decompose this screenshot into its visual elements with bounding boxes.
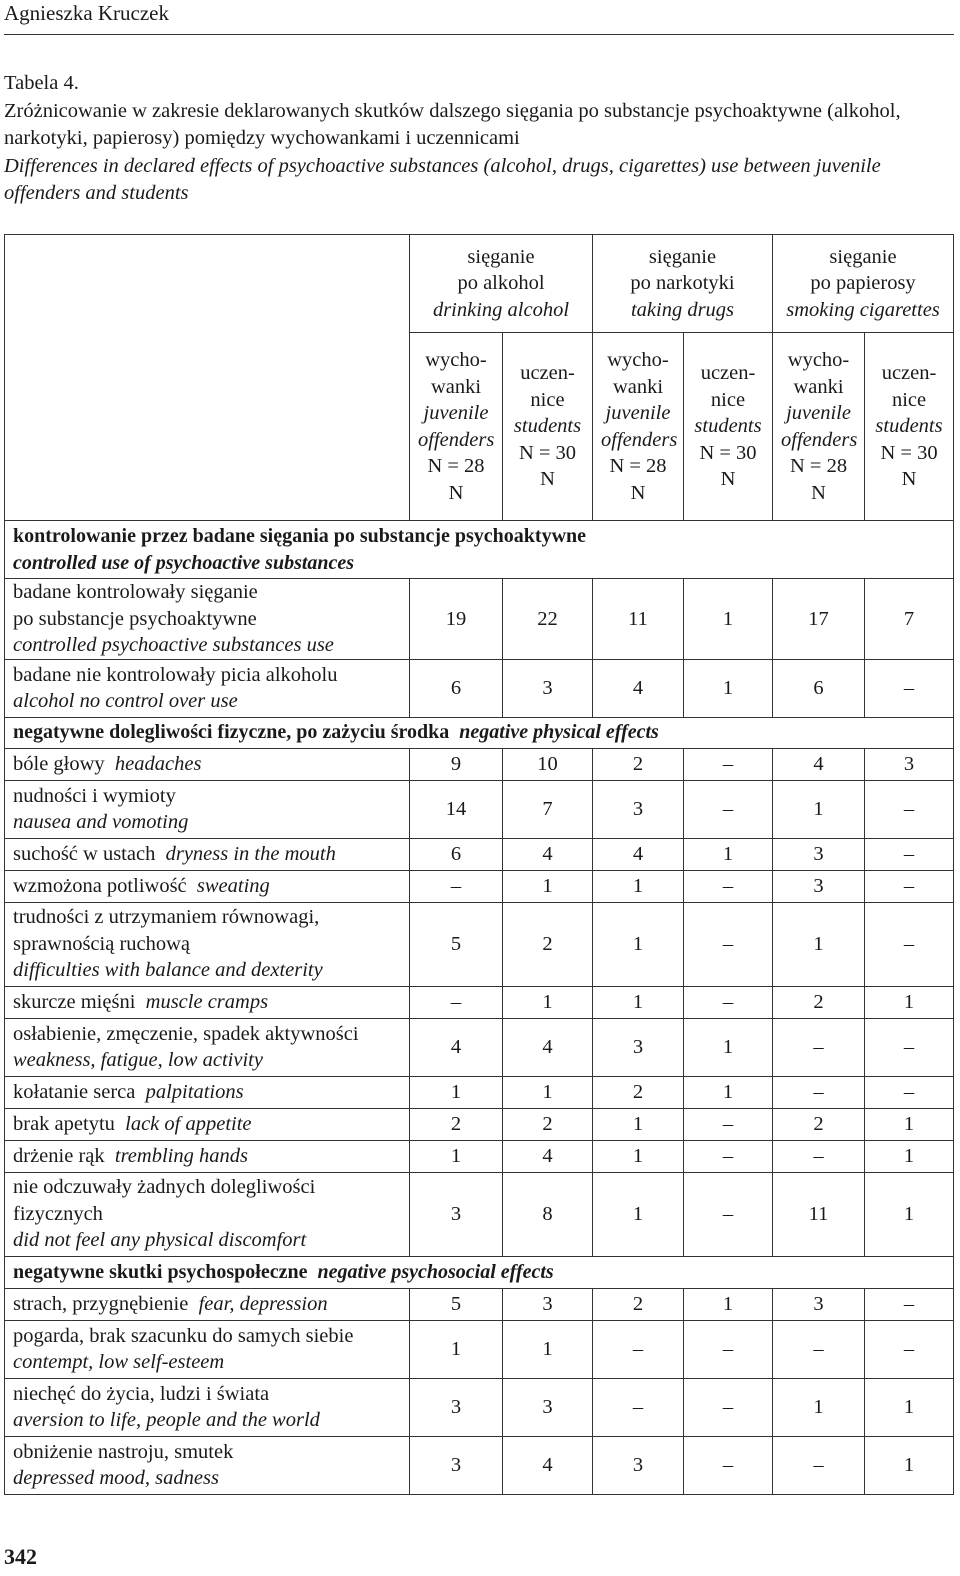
cell-value: – xyxy=(684,870,773,902)
row-label-en: alcohol no control over use xyxy=(13,690,238,712)
row-label xyxy=(5,870,410,902)
table-row xyxy=(5,1288,954,1320)
cell-value: – xyxy=(865,838,954,870)
cell-value: 1 xyxy=(773,1378,865,1436)
cell-value: 3 xyxy=(410,1172,503,1256)
row-label xyxy=(5,1140,410,1172)
cell-value: – xyxy=(410,870,503,902)
cell-value: – xyxy=(865,1320,954,1378)
cell-value: 6 xyxy=(410,659,503,717)
cell-value: 1 xyxy=(684,1288,773,1320)
section-title xyxy=(5,1256,954,1288)
cell-value: – xyxy=(684,1378,773,1436)
cell-value: 2 xyxy=(593,1076,684,1108)
cell-value: 1 xyxy=(410,1076,503,1108)
row-label-pl: nie odczuwały żadnych dolegliwości xyxy=(13,1176,316,1199)
cell-value: 1 xyxy=(503,1320,593,1378)
cell-value: 1 xyxy=(684,1018,773,1076)
cell-value: 1 xyxy=(593,870,684,902)
table-caption xyxy=(4,70,954,208)
cell-value: 1 xyxy=(684,579,773,660)
cell-value: 1 xyxy=(865,1140,954,1172)
row-label-en: fear, depression xyxy=(198,1292,328,1315)
row-label xyxy=(5,780,410,838)
cell-value: 1 xyxy=(503,870,593,902)
row-label-en: weakness, fatigue, low activity xyxy=(13,1049,263,1071)
table-row xyxy=(5,1172,954,1256)
row-label-pl: suchość w ustach xyxy=(13,842,156,865)
cell-value: – xyxy=(773,1320,865,1378)
cell-value: 4 xyxy=(503,838,593,870)
row-label-pl: sprawnością ruchową xyxy=(13,932,191,955)
row-label-pl: badane kontrolowały sięganie xyxy=(13,581,258,603)
row-label-pl: brak apetytu xyxy=(13,1112,115,1135)
empty-corner-cell xyxy=(5,235,410,521)
table-row xyxy=(5,780,954,838)
cell-value: – xyxy=(684,1108,773,1140)
row-label xyxy=(5,902,410,986)
cell-value: 2 xyxy=(410,1108,503,1140)
row-label-pl: drżenie rąk xyxy=(13,1144,105,1167)
cell-value: 1 xyxy=(865,1378,954,1436)
cell-value: – xyxy=(773,1436,865,1494)
cell-value: 9 xyxy=(410,748,503,780)
section-header-row xyxy=(5,1256,954,1288)
table-row xyxy=(5,986,954,1018)
cell-value: – xyxy=(773,1018,865,1076)
table-row xyxy=(5,1320,954,1378)
cell-value: 4 xyxy=(773,748,865,780)
section-title xyxy=(5,717,954,748)
cell-value: – xyxy=(865,780,954,838)
cell-value: 3 xyxy=(410,1436,503,1494)
cell-value: – xyxy=(773,1140,865,1172)
row-label-pl: niechęć do życia, ludzi i świata xyxy=(13,1382,270,1405)
header-rule xyxy=(4,34,954,35)
section-header-row xyxy=(5,521,954,579)
subheader-offenders: wycho- wanki juvenile offenders N = 28 N xyxy=(773,333,865,521)
cell-value: 5 xyxy=(410,902,503,986)
caption-english: Differences in declared effects of psychoactive substances (alcohol, drugs, cigarettes) use between juvenile offenders and students xyxy=(4,154,881,204)
section-title-en: negative psychosocial effects xyxy=(317,1260,554,1283)
cell-value: – xyxy=(865,870,954,902)
cell-value: 7 xyxy=(865,579,954,660)
row-label xyxy=(5,1288,410,1320)
row-label xyxy=(5,1320,410,1378)
cell-value: 2 xyxy=(773,986,865,1018)
row-label xyxy=(5,1436,410,1494)
cell-value: – xyxy=(410,986,503,1018)
cell-value: 1 xyxy=(865,1436,954,1494)
cell-value: – xyxy=(865,902,954,986)
group-header-drugs: sięganie po narkotyki taking drugs xyxy=(593,235,773,333)
cell-value: 2 xyxy=(593,748,684,780)
cell-value: 4 xyxy=(503,1140,593,1172)
section-title xyxy=(5,521,954,579)
row-label xyxy=(5,838,410,870)
cell-value: – xyxy=(865,659,954,717)
subheader-offenders: wycho- wanki juvenile offenders N = 28 N xyxy=(410,333,503,521)
cell-value: 8 xyxy=(503,1172,593,1256)
cell-value: 7 xyxy=(503,780,593,838)
cell-value: 3 xyxy=(503,1288,593,1320)
cell-value: 2 xyxy=(503,1108,593,1140)
cell-value: – xyxy=(593,1320,684,1378)
cell-value: 11 xyxy=(773,1172,865,1256)
cell-value: 6 xyxy=(410,838,503,870)
row-label-en: did not feel any physical discomfort xyxy=(13,1229,307,1252)
row-label-pl: trudności z utrzymaniem równowagi, xyxy=(13,906,320,929)
cell-value: 1 xyxy=(865,1108,954,1140)
cell-value: 5 xyxy=(410,1288,503,1320)
row-label xyxy=(5,1172,410,1256)
subheader-students: uczen- nice students N = 30 N xyxy=(503,333,593,521)
table-row xyxy=(5,870,954,902)
row-label-pl: po substancje psychoaktywne xyxy=(13,607,257,630)
table-row xyxy=(5,1378,954,1436)
row-label xyxy=(5,579,410,660)
group-header-alcohol: sięganie po alkohol drinking alcohol xyxy=(410,235,593,333)
row-label-en: lack of appetite xyxy=(125,1112,252,1135)
row-label-en: controlled psychoactive substances use xyxy=(13,634,334,656)
row-label-pl: strach, przygnębienie xyxy=(13,1292,189,1315)
subheader-students: uczen- nice students N = 30 N xyxy=(865,333,954,521)
cell-value: 3 xyxy=(773,838,865,870)
cell-value: 1 xyxy=(593,986,684,1018)
cell-value: 3 xyxy=(773,870,865,902)
cell-value: 1 xyxy=(865,1172,954,1256)
cell-value: 2 xyxy=(593,1288,684,1320)
group-header-cigarettes: sięganie po papierosy smoking cigarettes xyxy=(773,235,954,333)
cell-value: 1 xyxy=(410,1140,503,1172)
cell-value: 1 xyxy=(773,902,865,986)
table-row xyxy=(5,1076,954,1108)
cell-value: 1 xyxy=(593,1108,684,1140)
row-label-pl: obniżenie nastroju, smutek xyxy=(13,1440,234,1463)
row-label-en: depressed mood, sadness xyxy=(13,1467,219,1489)
cell-value: 4 xyxy=(503,1018,593,1076)
cell-value: 1 xyxy=(593,902,684,986)
caption-label: Tabela 4. xyxy=(4,72,79,94)
table-row xyxy=(5,902,954,986)
table-row xyxy=(5,1108,954,1140)
page-number: 342 xyxy=(4,1544,37,1569)
cell-value: – xyxy=(865,1076,954,1108)
cell-value: 1 xyxy=(773,780,865,838)
row-label-en: muscle cramps xyxy=(145,990,269,1013)
row-label xyxy=(5,1076,410,1108)
cell-value: 4 xyxy=(593,838,684,870)
cell-value: 2 xyxy=(503,902,593,986)
cell-value: – xyxy=(684,748,773,780)
cell-value: 3 xyxy=(593,1018,684,1076)
cell-value: 1 xyxy=(865,986,954,1018)
cell-value: – xyxy=(865,1018,954,1076)
row-label-en: dryness in the mouth xyxy=(165,842,336,865)
cell-value: 17 xyxy=(773,579,865,660)
section-title-pl: negatywne skutki psychospołeczne xyxy=(13,1260,308,1283)
cell-value: 1 xyxy=(593,1172,684,1256)
row-label-en: aversion to life, people and the world xyxy=(13,1409,320,1431)
row-label-en: palpitations xyxy=(145,1080,244,1103)
running-head: Agnieszka Kruczek xyxy=(4,1,170,25)
cell-value: 3 xyxy=(773,1288,865,1320)
row-label-en: headaches xyxy=(114,752,202,775)
cell-value: 1 xyxy=(410,1320,503,1378)
cell-value: 3 xyxy=(503,659,593,717)
cell-value: 11 xyxy=(593,579,684,660)
cell-value: – xyxy=(593,1378,684,1436)
row-label-pl: pogarda, brak szacunku do samych siebie xyxy=(13,1324,354,1347)
row-label-en: sweating xyxy=(196,874,270,897)
cell-value: – xyxy=(684,1140,773,1172)
cell-value: 3 xyxy=(593,1436,684,1494)
cell-value: 3 xyxy=(503,1378,593,1436)
row-label-en: nausea and vomoting xyxy=(13,811,189,833)
cell-value: 14 xyxy=(410,780,503,838)
cell-value: 3 xyxy=(865,748,954,780)
cell-value: 4 xyxy=(410,1018,503,1076)
section-title-pl: negatywne dolegliwości fizyczne, po zażyciu środka xyxy=(13,721,450,744)
cell-value: 1 xyxy=(593,1140,684,1172)
row-label-pl: badane nie kontrolowały picia alkoholu xyxy=(13,663,338,686)
cell-value: – xyxy=(684,780,773,838)
row-label-en: trembling hands xyxy=(114,1144,248,1167)
cell-value: 1 xyxy=(503,986,593,1018)
row-label-pl: kołatanie serca xyxy=(13,1080,136,1103)
row-label-pl: wzmożona potliwość xyxy=(13,874,187,897)
row-label-pl: osłabienie, zmęczenie, spadek aktywności xyxy=(13,1022,359,1045)
cell-value: 1 xyxy=(684,659,773,717)
section-title-en: negative physical effects xyxy=(459,721,659,744)
cell-value: 6 xyxy=(773,659,865,717)
row-label-en: difficulties with balance and dexterity xyxy=(13,959,323,982)
cell-value: 3 xyxy=(410,1378,503,1436)
cell-value: 2 xyxy=(773,1108,865,1140)
cell-value: 22 xyxy=(503,579,593,660)
row-label xyxy=(5,659,410,717)
cell-value: – xyxy=(773,1076,865,1108)
table-row xyxy=(5,579,954,660)
cell-value: 19 xyxy=(410,579,503,660)
row-label xyxy=(5,1018,410,1076)
caption-polish: Zróżnicowanie w zakresie deklarowanych skutków dalszego sięgania po substancje psychoaktywne (alkohol, narkotyki, papierosy) pomiędzy wychowankami i uczennicami xyxy=(4,99,901,149)
row-label xyxy=(5,1108,410,1140)
cell-value: – xyxy=(684,1320,773,1378)
row-label xyxy=(5,1378,410,1436)
cell-value: – xyxy=(684,986,773,1018)
section-title-en: controlled use of psychoactive substances xyxy=(13,551,355,574)
group-header-row xyxy=(5,235,954,333)
cell-value: – xyxy=(684,1172,773,1256)
cell-value: – xyxy=(865,1288,954,1320)
row-label-pl: bóle głowy xyxy=(13,752,105,775)
table-row xyxy=(5,748,954,780)
row-label xyxy=(5,986,410,1018)
table-row xyxy=(5,1436,954,1494)
cell-value: 4 xyxy=(593,659,684,717)
section-header-row xyxy=(5,717,954,748)
cell-value: 1 xyxy=(503,1076,593,1108)
cell-value: – xyxy=(684,902,773,986)
table-row xyxy=(5,659,954,717)
cell-value: 10 xyxy=(503,748,593,780)
data-table xyxy=(4,234,954,1495)
table-row xyxy=(5,838,954,870)
row-label-pl: nudności i wymioty xyxy=(13,784,176,807)
section-title-pl: kontrolowanie przez badane sięgania po substancje psychoaktywne xyxy=(13,525,587,547)
table-row xyxy=(5,1018,954,1076)
row-label xyxy=(5,748,410,780)
row-label-pl: fizycznych xyxy=(13,1202,103,1225)
cell-value: 4 xyxy=(503,1436,593,1494)
cell-value: 1 xyxy=(684,1076,773,1108)
cell-value: 1 xyxy=(684,838,773,870)
row-label-en: contempt, low self-esteem xyxy=(13,1351,225,1373)
table-row xyxy=(5,1140,954,1172)
cell-value: – xyxy=(684,1436,773,1494)
cell-value: 3 xyxy=(593,780,684,838)
subheader-offenders: wycho- wanki juvenile offenders N = 28 N xyxy=(593,333,684,521)
subheader-students: uczen- nice students N = 30 N xyxy=(684,333,773,521)
row-label-pl: skurcze mięśni xyxy=(13,990,136,1013)
